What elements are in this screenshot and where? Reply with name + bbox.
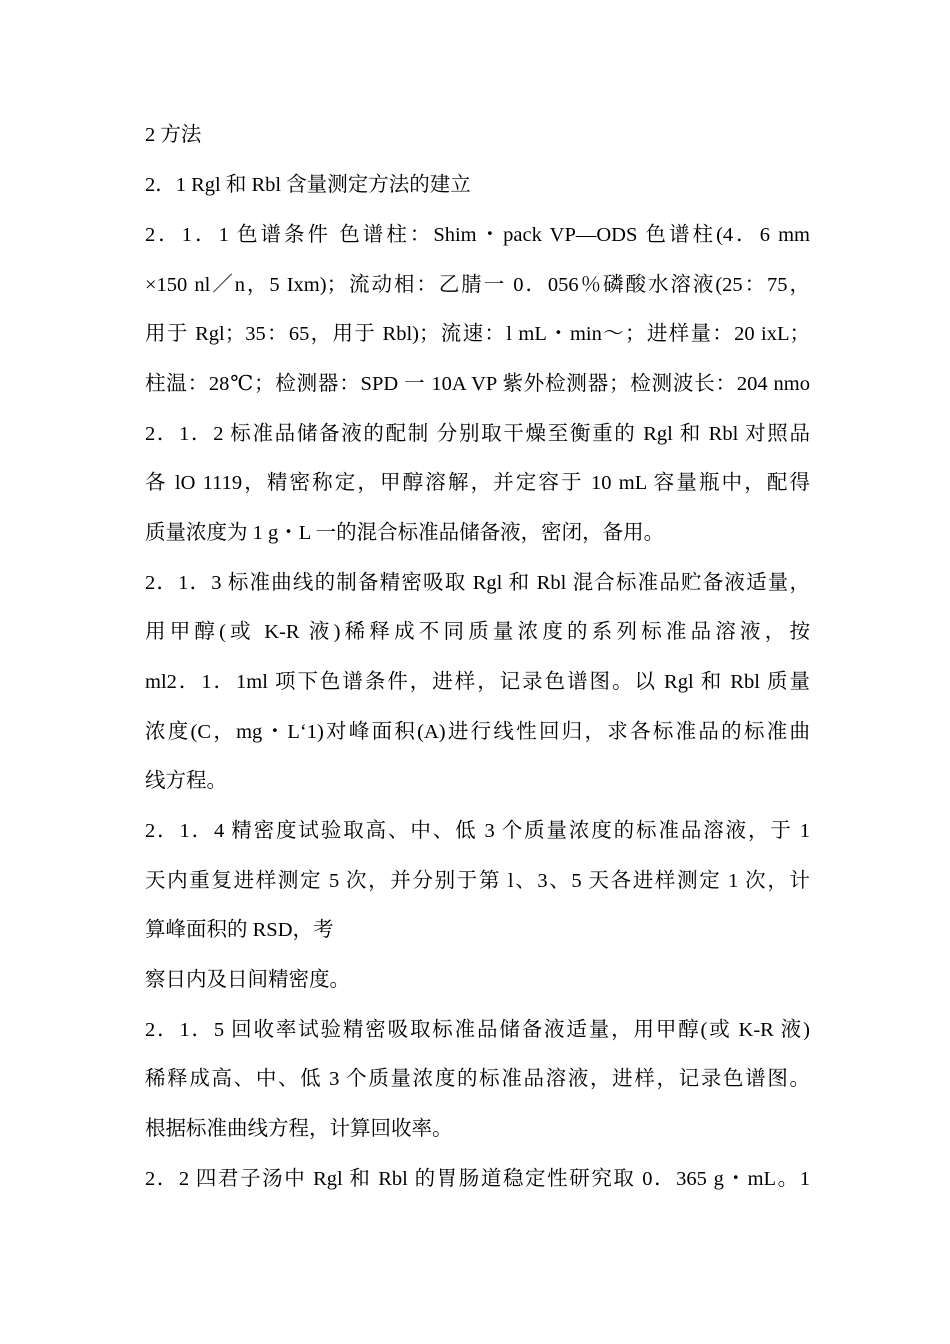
paragraph-line: ml2．1．1ml 项下色谱条件，进样，记录色谱图。以 Rgl 和 Rbl 质量 <box>145 671 810 693</box>
paragraph-line: 各 lO 1119，精密称定，甲醇溶解，并定容于 10 mL 容量瓶中，配得 <box>145 472 810 494</box>
heading-section-2-1: 2．1 Rgl 和 Rbl 含量测定方法的建立 <box>145 174 471 196</box>
paragraph-line: 用于 Rgl；35：65，用于 Rbl)；流速：l mL・min～；进样量：20 ixL； <box>145 323 810 345</box>
paragraph-line: 根据标准曲线方程，计算回收率。 <box>145 1118 453 1140</box>
paragraph-line: 线方程。 <box>145 770 227 792</box>
heading-methods: 2 方法 <box>145 124 202 146</box>
paragraph-line: 2．1．2 标准品储备液的配制 分别取干燥至衡重的 Rgl 和 Rbl 对照品 <box>145 423 810 445</box>
paragraph-line: 柱温：28℃；检测器：SPD 一 10A VP 紫外检测器；检测波长：204 nmo <box>145 373 810 395</box>
paragraph-line: 质量浓度为 1 g・L 一的混合标准品储备液，密闭，备用。 <box>145 522 665 544</box>
paragraph-line: 用甲醇(或 K-R 液)稀释成不同质量浓度的系列标准品溶液，按 <box>145 621 810 643</box>
paragraph-line: 天内重复进样测定 5 次，并分别于第 l、3、5 天各进样测定 1 次，计 <box>145 870 810 892</box>
paragraph-line: 算峰面积的 RSD，考 <box>145 919 334 941</box>
paragraph-line: 2．1．5 回收率试验精密吸取标准品储备液适量，用甲醇(或 K-R 液) <box>145 1019 810 1041</box>
paragraph-line: ×150 nl／n，5 Ixm)；流动相：乙腈一 0．056％磷酸水溶液(25：75， <box>145 274 810 296</box>
paragraph-line: 2．1．3 标准曲线的制备精密吸取 Rgl 和 Rbl 混合标准品贮备液适量， <box>145 572 810 594</box>
paragraph-line: 察日内及日间精密度。 <box>145 969 350 991</box>
paragraph-line: 2．2 四君子汤中 Rgl 和 Rbl 的胃肠道稳定性研究取 0．365 g・mL。1 <box>145 1168 810 1190</box>
paragraph-line: 2．1．1 色谱条件 色谱柱：Shim・pack VP—ODS 色谱柱(4．6 mm <box>145 224 810 246</box>
paragraph-line: 稀释成高、中、低 3 个质量浓度的标准品溶液，进样，记录色谱图。 <box>145 1068 810 1090</box>
paragraph-line: 2．1．4 精密度试验取高、中、低 3 个质量浓度的标准品溶液，于 1 <box>145 820 810 842</box>
paragraph-line: 浓度(C，mg・L‘1)对峰面积(A)进行线性回归，求各标准品的标准曲 <box>145 721 810 743</box>
